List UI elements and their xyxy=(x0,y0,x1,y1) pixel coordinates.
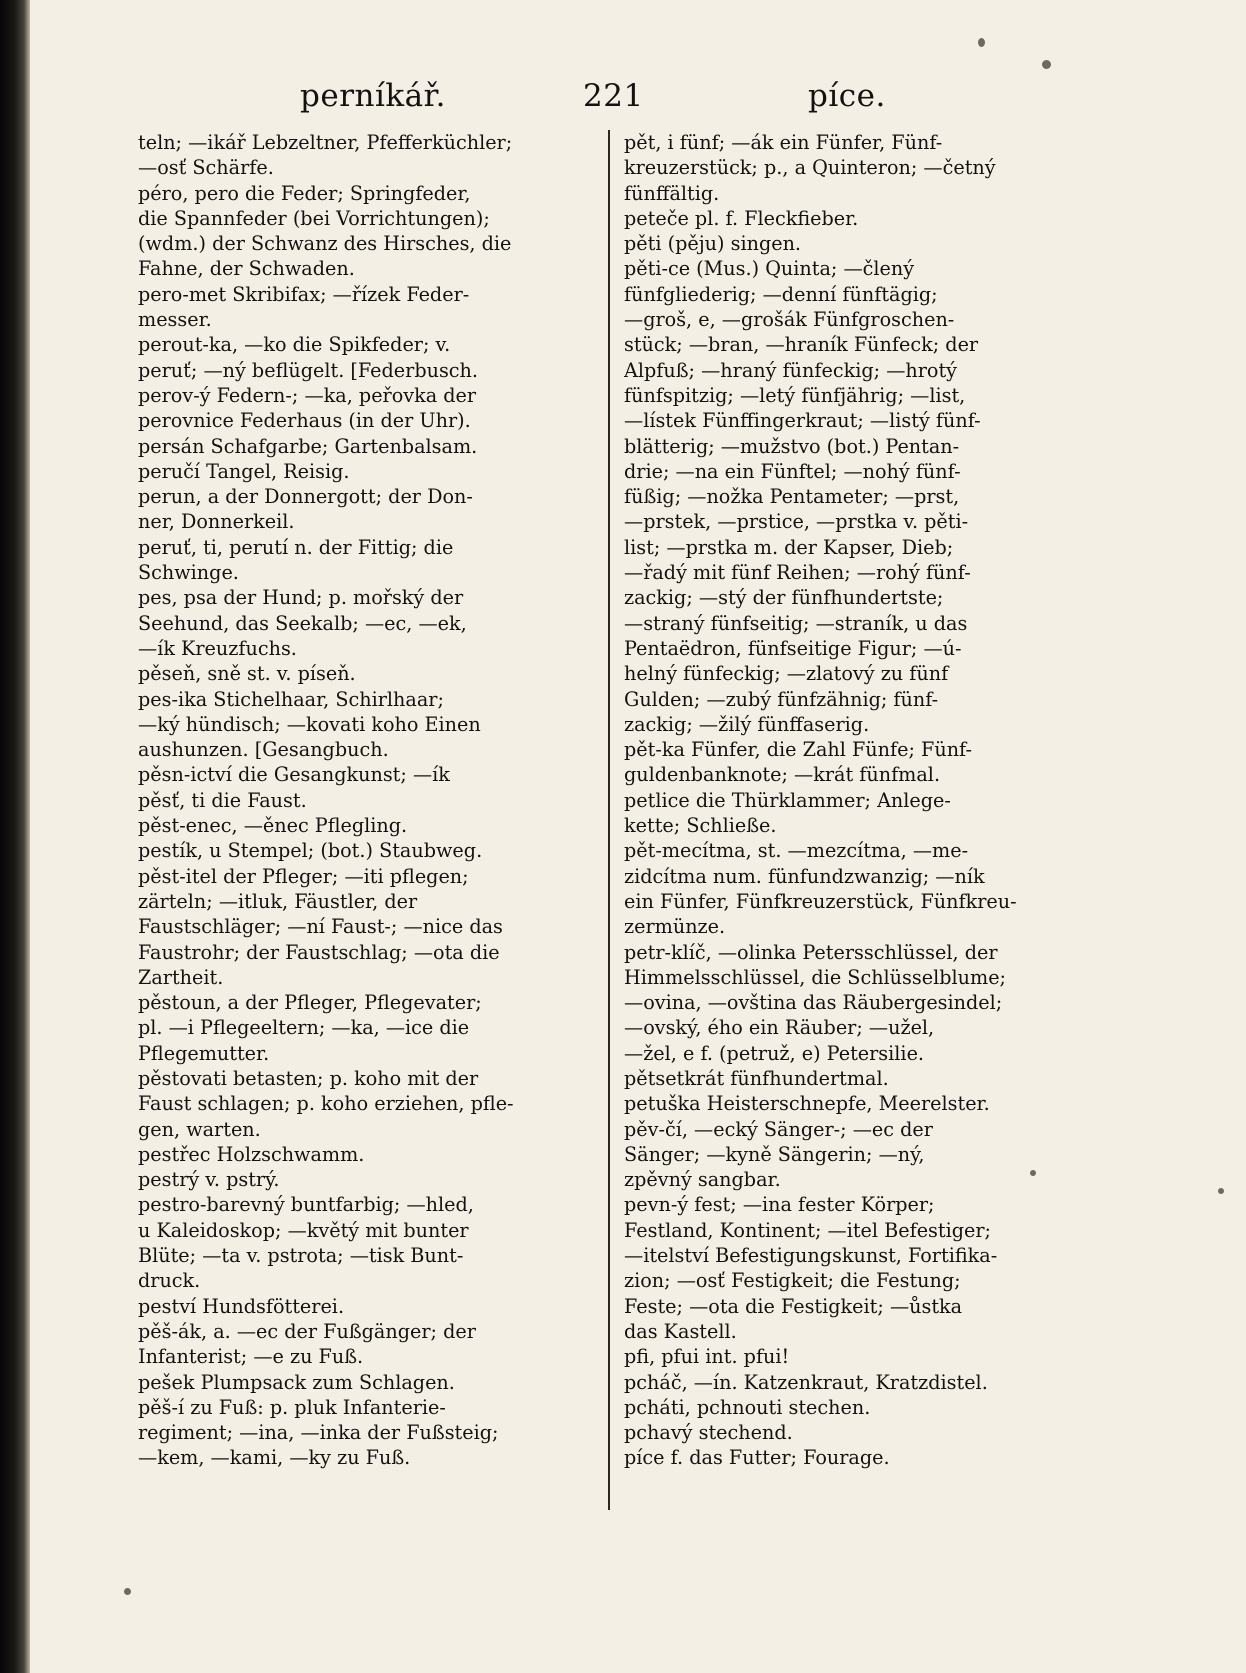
entry-line: fünfspitzig; —letý fünfjährig; —list, xyxy=(624,383,966,407)
entry-line: pětsetkrát fünfhundertmal. xyxy=(624,1066,889,1090)
entry-line: pevn-ý fest; —ina fester Körper; xyxy=(624,1193,935,1217)
entry-line: —osť Schärfe. xyxy=(138,156,274,180)
entry-line: peství Hundsfötterei. xyxy=(138,1294,345,1318)
entry-line: pěsť, ti die Faust. xyxy=(138,788,307,812)
entry-line: peruť; —ný beflügelt. [Federbusch. xyxy=(138,358,479,382)
entry-line: pcháč, —ín. Katzenkraut, Kratzdistel. xyxy=(624,1370,988,1394)
entry-line: peručí Tangel, Reisig. xyxy=(138,459,350,483)
entry-line: blätterig; —mužstvo (bot.) Pentan- xyxy=(624,434,960,458)
entry-line: perovnice Federhaus (in der Uhr). xyxy=(138,409,471,433)
entry-line: füßig; —nožka Pentameter; —prst, xyxy=(624,485,960,509)
entry-line: —kem, —kami, —ky zu Fuß. xyxy=(138,1446,411,1470)
entry-line: helný fünfeckig; —zlatový zu fünf xyxy=(624,662,949,686)
entry-line: pěst-itel der Pfleger; —iti pflegen; xyxy=(138,864,469,888)
entry-line: píce f. das Futter; Fourage. xyxy=(624,1446,890,1470)
entry-line: pěv-čí, —ecký Sänger-; —ec der xyxy=(624,1117,933,1141)
entry-line: stück; —bran, —hraník Fünfeck; der xyxy=(624,333,979,357)
entry-line: ner, Donnerkeil. xyxy=(138,510,295,534)
entry-line: fünffältig. xyxy=(624,181,720,205)
entry-line: list; —prstka m. der Kapser, Dieb; xyxy=(624,535,954,559)
entry-line: pes, psa der Hund; p. mořský der xyxy=(138,586,464,610)
entry-line: peteče pl. f. Fleckfieber. xyxy=(624,206,859,230)
entry-line: —řadý mit fünf Reihen; —rohý fünf- xyxy=(624,561,971,585)
entry-line: messer. xyxy=(138,308,212,332)
entry-line: pfi, pfui int. pfui! xyxy=(624,1345,790,1369)
print-speck xyxy=(978,38,985,47)
entry-line: aushunzen. [Gesangbuch. xyxy=(138,738,389,762)
entry-line: Zartheit. xyxy=(138,965,224,989)
entry-line: die Spannfeder (bei Vorrichtungen); xyxy=(138,206,490,230)
page-number: 221 xyxy=(583,78,644,114)
running-header xyxy=(30,78,1246,130)
entry-line: Alpfuß; —hraný fünfeckig; —hrotý xyxy=(624,358,958,382)
entry-line: —groš, e, —grošák Fünfgroschen- xyxy=(624,308,955,332)
entry-line: pcháti, pchnouti stechen. xyxy=(624,1395,871,1419)
entry-line: Seehund, das Seekalb; —ec, —ek, xyxy=(138,611,467,635)
entry-line: pěseň, sně st. v. píseň. xyxy=(138,662,356,686)
entry-line: Faustschläger; —ní Faust-; —nice das xyxy=(138,915,503,939)
print-speck xyxy=(1042,60,1051,69)
entry-line: pěstovati betasten; p. koho mit der xyxy=(138,1066,479,1090)
entry-line: —straný fünfseitig; —straník, u das xyxy=(624,611,968,635)
entry-line: pěst-enec, —ěnec Pflegling. xyxy=(138,814,408,838)
entry-line: zion; —osť Festigkeit; die Festung; xyxy=(624,1269,961,1293)
entry-line: —ký hündisch; —kovati koho Einen xyxy=(138,712,481,736)
entry-line: Fahne, der Schwaden. xyxy=(138,257,355,281)
entry-line: das Kastell. xyxy=(624,1319,737,1343)
entry-line: —lístek Fünffingerkraut; —listý fünf- xyxy=(624,409,981,433)
header-last-word: píce. xyxy=(808,78,886,114)
entry-line: kette; Schließe. xyxy=(624,814,777,838)
entry-line: perun, a der Donnergott; der Don- xyxy=(138,485,473,509)
entry-line: pešek Plumpsack zum Schlagen. xyxy=(138,1370,455,1394)
entry-line: Sänger; —kyně Sängerin; —ný, xyxy=(624,1142,925,1166)
entry-line: péro, pero die Feder; Springfeder, xyxy=(138,181,471,205)
entry-line: u Kaleidoskop; —květý mit bunter xyxy=(138,1218,469,1242)
column-divider xyxy=(608,130,610,1510)
entry-line: pl. —i Pflegeeltern; —ka, —ice die xyxy=(138,1016,470,1040)
entry-line: zpěvný sangbar. xyxy=(624,1168,781,1192)
entry-line: zackig; —stý der fünfhundertste; xyxy=(624,586,944,610)
entry-line: kreuzerstück; p., a Quinteron; —četný xyxy=(624,156,996,180)
entry-line: pěti-ce (Mus.) Quinta; —člený xyxy=(624,257,915,281)
entry-line: —itelství Befestigungskunst, Fortifika- xyxy=(624,1244,998,1268)
dictionary-page xyxy=(30,0,1246,1673)
entry-line: Himmelsschlüssel, die Schlüsselblume; xyxy=(624,965,1007,989)
entry-line: Festland, Kontinent; —itel Befestiger; xyxy=(624,1218,992,1242)
entry-line: perov-ý Federn-; —ka, peřovka der xyxy=(138,383,477,407)
entry-line: zärteln; —itluk, Fäustler, der xyxy=(138,889,418,913)
header-first-word: perníkář. xyxy=(300,78,446,114)
entry-line: Pflegemutter. xyxy=(138,1041,270,1065)
print-speck xyxy=(1030,1170,1036,1176)
entry-line: pět-mecítma, st. —mezcítma, —me- xyxy=(624,839,969,863)
entry-line: —prstek, —prstice, —prstka v. pěti- xyxy=(624,510,969,534)
entry-line: guldenbanknote; —krát fünfmal. xyxy=(624,763,941,787)
entry-line: perout-ka, —ko die Spikfeder; v. xyxy=(138,333,451,357)
entry-line: pěti (pěju) singen. xyxy=(624,232,802,256)
entry-line: Pentaëdron, fünfseitige Figur; —ú- xyxy=(624,636,962,660)
print-speck xyxy=(124,1588,131,1595)
entry-line: petlice die Thürklammer; Anlege- xyxy=(624,788,951,812)
entry-line: regiment; —ina, —inka der Fußsteig; xyxy=(138,1421,499,1445)
entry-line: gen, warten. xyxy=(138,1117,261,1141)
print-speck xyxy=(1218,1188,1224,1194)
entry-line: pěš-í zu Fuß: p. pluk Infanterie- xyxy=(138,1395,446,1419)
entry-line: pestík, u Stempel; (bot.) Staubweg. xyxy=(138,839,483,863)
entry-line: pěš-ák, a. —ec der Fußgänger; der xyxy=(138,1319,476,1343)
entry-line: zermünze. xyxy=(624,915,726,939)
entry-line: pestro-barevný buntfarbig; —hled, xyxy=(138,1193,474,1217)
entry-line: pes-ika Stichelhaar, Schirlhaar; xyxy=(138,687,444,711)
entry-line: Faust schlagen; p. koho erziehen, pfle- xyxy=(138,1092,514,1116)
entry-line: (wdm.) der Schwanz des Hirsches, die xyxy=(138,232,512,256)
right-column xyxy=(624,130,1092,1471)
entry-line: —ík Kreuzfuchs. xyxy=(138,636,297,660)
entry-line: pět-ka Fünfer, die Zahl Fünfe; Fünf- xyxy=(624,738,972,762)
entry-line: ein Fünfer, Fünfkreuzerstück, Fünfkreu- xyxy=(624,889,1017,913)
entry-line: Faustrohr; der Faustschlag; —ota die xyxy=(138,940,500,964)
entry-line: pěsn-ictví die Gesangkunst; —ík xyxy=(138,763,450,787)
entry-line: teln; —ikář Lebzeltner, Pfefferküchler; xyxy=(138,131,513,154)
entry-line: druck. xyxy=(138,1269,201,1293)
entry-line: fünfgliederig; —denní fünftägig; xyxy=(624,282,938,306)
entry-line: pchavý stechend. xyxy=(624,1421,793,1445)
entry-line: petr-klíč, —olinka Petersschlüssel, der xyxy=(624,940,998,964)
entry-line: pestřec Holzschwamm. xyxy=(138,1142,365,1166)
entry-line: —žel, e f. (petruž, e) Petersilie. xyxy=(624,1041,925,1065)
entry-line: petuška Heisterschnepfe, Meerelster. xyxy=(624,1092,990,1116)
entry-line: Blüte; —ta v. pstrota; —tisk Bunt- xyxy=(138,1244,464,1268)
entry-line: Infanterist; —e zu Fuß. xyxy=(138,1345,364,1369)
entry-line: pestrý v. pstrý. xyxy=(138,1168,280,1192)
entry-line: Schwinge. xyxy=(138,561,239,585)
entry-line: zackig; —žilý fünffaserig. xyxy=(624,712,870,736)
entry-line: persán Schafgarbe; Gartenbalsam. xyxy=(138,434,478,458)
entry-line: pět, i fünf; —ák ein Fünfer, Fünf- xyxy=(624,131,943,154)
entry-line: —ovina, —ovština das Räubergesindel; xyxy=(624,991,1003,1015)
entry-line: drie; —na ein Fünftel; —nohý fünf- xyxy=(624,459,961,483)
left-column xyxy=(138,130,606,1471)
entry-line: pero-met Skribifax; —řízek Feder- xyxy=(138,282,470,306)
entry-line: peruť, ti, perutí n. der Fittig; die xyxy=(138,535,454,559)
entry-line: zidcítma num. fünfundzwanzig; —ník xyxy=(624,864,985,888)
book-binding-shadow xyxy=(0,0,30,1673)
entry-line: —ovský, ého ein Räuber; —užel, xyxy=(624,1016,935,1040)
entry-line: Feste; —ota die Festigkeit; —ůstka xyxy=(624,1294,963,1318)
entry-line: Gulden; —zubý fünfzähnig; fünf- xyxy=(624,687,939,711)
entry-line: pěstoun, a der Pfleger, Pflegevater; xyxy=(138,991,482,1015)
